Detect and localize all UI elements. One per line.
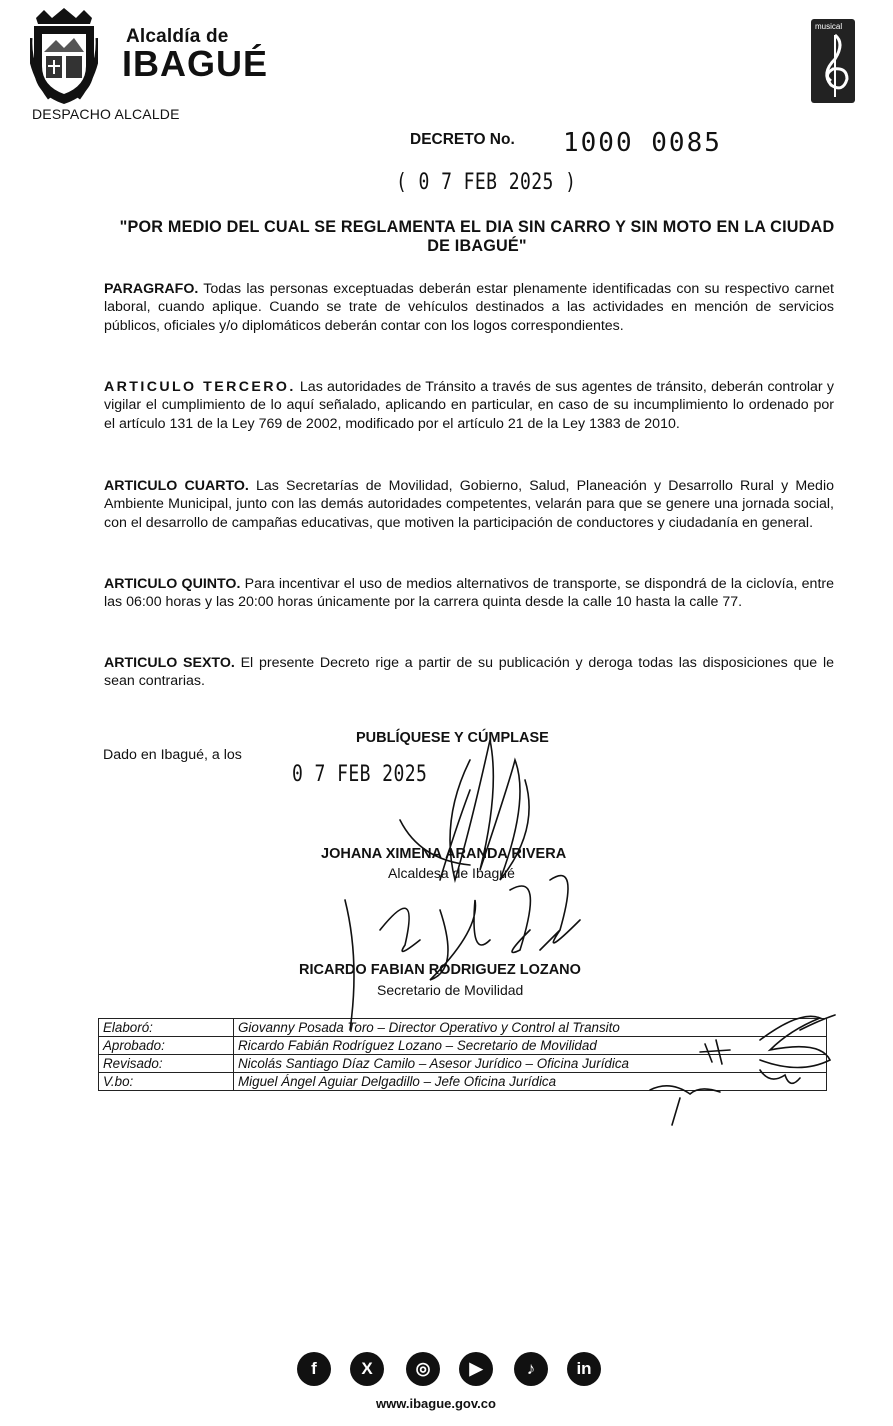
treble-clef-icon (811, 19, 855, 103)
signature-date-stamp: 0 7 FEB 2025 (292, 762, 428, 787)
table-cell-person: Giovanny Posada Toro – Director Operativo y Control al Transito (234, 1019, 827, 1037)
paragrafo-text: Todas las personas exceptuadas deberán estar plenamente identificadas con su respectivo carnet laboral, cuando aplique. Cuando se trate de vehículos destinados a las actividades en mención de servicios públicos, oficiales y/o diplomáticos deberán contar con los logos correspondientes. (104, 281, 834, 334)
table-row (99, 1073, 827, 1091)
signer2-name: RICARDO FABIAN RODRIGUEZ LOZANO (299, 962, 581, 978)
musical-city-logo (811, 19, 855, 103)
paragrafo-heading: PARAGRAFO. (104, 281, 199, 297)
dado-en-ibague: Dado en Ibagué, a los (103, 747, 242, 763)
linkedin-icon[interactable]: in (567, 1352, 601, 1386)
table-cell-person: Miguel Ángel Aguiar Delgadillo – Jefe Oficina Jurídica (234, 1073, 827, 1091)
table-row (99, 1037, 827, 1055)
tercero-heading: ARTICULO TERCERO. (104, 379, 296, 395)
paragraph-articulo-cuarto (104, 477, 834, 532)
instagram-icon[interactable]: ◎ (406, 1352, 440, 1386)
signature-initials-4 (650, 1086, 720, 1125)
table-row (99, 1019, 827, 1037)
youtube-icon[interactable]: ▶ (459, 1352, 493, 1386)
signer1-role: Alcaldesa de Ibagué (388, 865, 515, 881)
table-row (99, 1055, 827, 1073)
cuarto-text: Las Secretarías de Movilidad, Gobierno, Salud, Planeación y Desarrollo Rural y Medio Ambiente Municipal, junto con las demás autoridades competentes, velarán para que se genere una jornada social, con el desarrollo de campañas educativas, que motiven la participación de conductores y ciudadanía en general. (104, 478, 834, 531)
facebook-icon[interactable]: f (297, 1352, 331, 1386)
sexto-text: El presente Decreto rige a partir de su publicación y deroga todas las disposiciones que le sean contrarias. (104, 655, 834, 690)
cuarto-heading: ARTICULO CUARTO. (104, 478, 249, 494)
tiktok-icon[interactable]: ♪ (514, 1352, 548, 1386)
logo-text-ibague: IBAGUÉ (122, 43, 269, 84)
x-twitter-icon[interactable]: X (350, 1352, 384, 1386)
sexto-heading: ARTICULO SEXTO. (104, 655, 235, 671)
tercero-text: Las autoridades de Tránsito a través de sus agentes de tránsito, deberán controlar y vigilar el cumplimiento de lo aquí señalado, aplicando en particular, en caso de su incumplimiento lo ordenado por el artículo 131 de la Ley 769 de 2002, modificado por el artículo 21 de la Ley 1383 de 2010. (104, 379, 834, 432)
department-label: DESPACHO ALCALDE (32, 106, 180, 122)
musical-city-text: musical (815, 22, 843, 31)
quinto-heading: ARTICULO QUINTO. (104, 576, 241, 592)
paragraph-articulo-tercero (104, 378, 834, 433)
paragraph-articulo-quinto (104, 575, 834, 612)
table-cell-role: Elaboró: (99, 1019, 234, 1037)
decree-date-stamp: ( 0 7 FEB 2025 ) (396, 170, 577, 195)
table-cell-role: V.bo: (99, 1073, 234, 1091)
city-crest-logo (30, 8, 98, 106)
signer1-name: JOHANA XIMENA ARANDA RIVERA (321, 846, 567, 862)
paragraph-paragrafo (104, 280, 834, 335)
table-cell-role: Aprobado: (99, 1037, 234, 1055)
website-link[interactable]: www.ibague.gov.co (376, 1396, 496, 1411)
signature-secretary (345, 876, 580, 1030)
paragraph-articulo-sexto (104, 654, 834, 691)
publiquese-cumplase: PUBLÍQUESE Y CÚMPLASE (356, 730, 549, 746)
logo-text-alcaldia: Alcaldía de (126, 26, 229, 47)
table-cell-role: Revisado: (99, 1055, 234, 1073)
decree-title: "POR MEDIO DEL CUAL SE REGLAMENTA EL DIA SIN CARRO Y SIN MOTO EN LA CIUDAD DE IBAGUÉ" (119, 218, 835, 255)
table-cell-person: Nicolás Santiago Díaz Camilo – Asesor Jurídico – Oficina Jurídica (234, 1055, 827, 1073)
approval-table (98, 1018, 827, 1091)
decree-label: DECRETO No. (410, 131, 515, 148)
signer2-role: Secretario de Movilidad (377, 982, 524, 998)
quinto-text: Para incentivar el uso de medios alternativos de transporte, se dispondrá de la ciclovía, entre las 06:00 horas y las 20:00 horas únicamente por la carrera quinta desde la calle 10 hasta la calle 77. (104, 576, 834, 611)
table-cell-person: Ricardo Fabián Rodríguez Lozano – Secretario de Movilidad (234, 1037, 827, 1055)
decree-number: 1000 0085 (563, 128, 722, 158)
